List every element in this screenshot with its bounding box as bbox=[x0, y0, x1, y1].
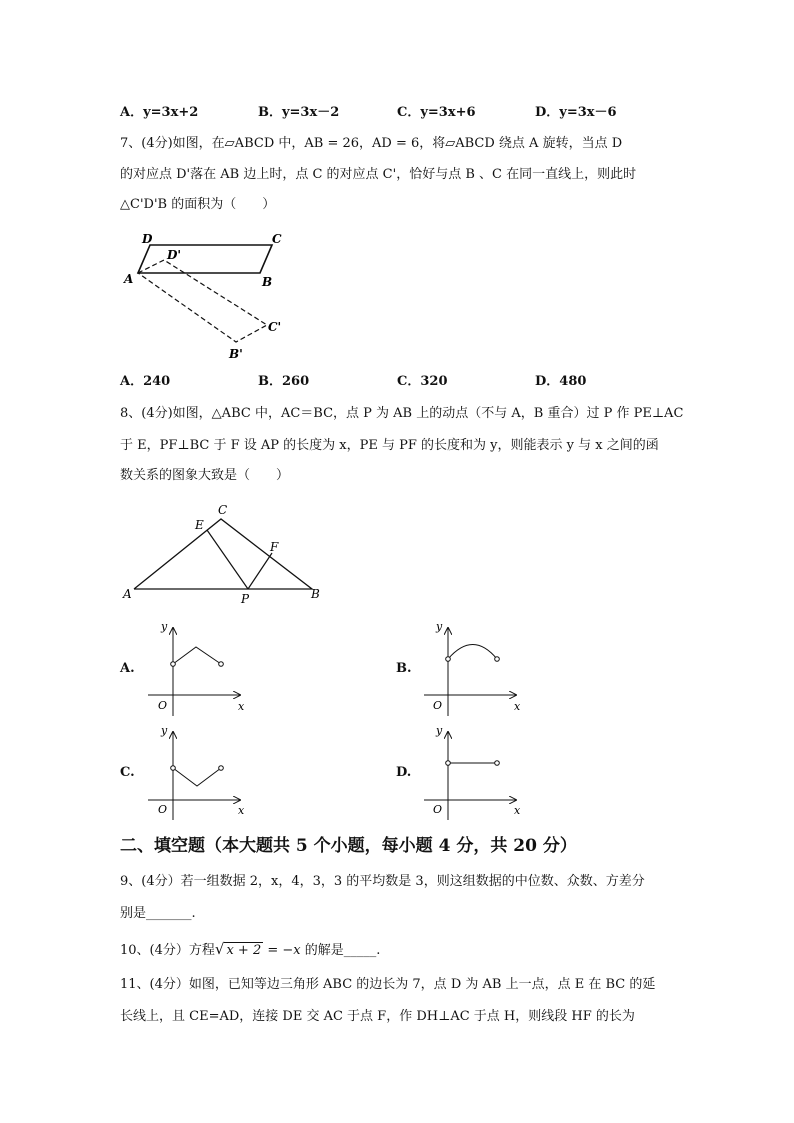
graph-b-origin: O bbox=[433, 699, 443, 712]
q6-option-c: C．y=3x+6 bbox=[397, 105, 476, 120]
q11-line-2: 长线上，且 CE=AD，连接 DE 交 AC 于点 F，作 DH⊥AC 于点 H，则线段 HF 的长为 bbox=[120, 1009, 635, 1024]
label-A: A bbox=[123, 587, 132, 601]
section-2-heading: 二、填空题（本大题共 5 个小题，每小题 4 分，共 20 分） bbox=[120, 836, 577, 856]
label-E: E bbox=[195, 518, 204, 532]
graph-c-x-label: x bbox=[238, 804, 245, 817]
graph-b-x-label: x bbox=[514, 700, 521, 713]
graph-a-y-label: y bbox=[161, 620, 168, 633]
q10-prefix: 10、(4分）方程 bbox=[120, 943, 215, 958]
graph-c-y-label: y bbox=[161, 724, 168, 737]
label-C: C bbox=[218, 503, 228, 517]
graph-a bbox=[148, 620, 245, 716]
q8-line-3: 数关系的图象大致是（ ） bbox=[120, 468, 290, 483]
label-B-prime: B' bbox=[229, 347, 243, 361]
graph-d-origin: O bbox=[433, 803, 443, 816]
q7-line-2: 的对应点 D'落在 AB 边上时，点 C 的对应点 C'，恰好与点 B 、C 在同一直线上，则此时 bbox=[120, 167, 637, 182]
q7-option-b: B．260 bbox=[258, 374, 310, 389]
graph-b bbox=[424, 620, 521, 716]
q6-option-a: A．y=3x+2 bbox=[120, 105, 199, 120]
graph-d bbox=[424, 724, 521, 820]
label-B: B bbox=[311, 587, 320, 601]
q6-option-b: B．y=3x－2 bbox=[258, 105, 340, 120]
label-D: D bbox=[142, 232, 153, 246]
q10-suffix: 的解是_____. bbox=[300, 943, 381, 958]
q7-option-d: D．480 bbox=[535, 374, 587, 389]
graph-d-y-label: y bbox=[436, 724, 443, 737]
graph-c-label: C. bbox=[120, 765, 135, 780]
graph-d-label: D. bbox=[396, 765, 412, 780]
label-C-prime: C' bbox=[268, 320, 282, 334]
q10-equation: = −x bbox=[263, 943, 301, 958]
label-C: C bbox=[272, 232, 282, 246]
label-A: A bbox=[124, 272, 134, 286]
q7-line-3: △C'D'B 的面积为（ ） bbox=[120, 197, 276, 212]
sqrt-symbol: √ bbox=[214, 940, 225, 958]
q7-line-1: 7、(4分)如图，在▱ABCD 中，AB = 26，AD = 6，将▱ABCD 绕点 A 旋转，当点 D bbox=[120, 136, 623, 151]
graph-b-y-label: y bbox=[436, 620, 443, 633]
q6-option-d: D．y=3x－6 bbox=[535, 105, 617, 120]
q10-line bbox=[120, 940, 380, 960]
label-D-prime: D' bbox=[167, 248, 182, 262]
graph-c bbox=[148, 724, 245, 820]
q7-option-a: A．240 bbox=[120, 374, 171, 389]
graph-a-label: A. bbox=[120, 661, 135, 676]
graph-c-origin: O bbox=[158, 803, 168, 816]
q11-line-1: 11、(4分）如图，已知等边三角形 ABC 的边长为 7，点 D 为 AB 上一点，点 E 在 BC 的延 bbox=[120, 977, 656, 992]
graph-b-label: B. bbox=[396, 661, 412, 676]
q9-line-1: 9、(4分）若一组数据 2，x，4，3，3 的平均数是 3，则这组数据的中位数、众数、方差分 bbox=[120, 874, 645, 889]
label-B: B bbox=[262, 275, 273, 289]
label-P: P bbox=[241, 592, 250, 606]
graph-a-origin: O bbox=[158, 699, 168, 712]
q10-radicand: x + 2 bbox=[226, 943, 262, 958]
graph-a-x-label: x bbox=[238, 700, 245, 713]
q7-option-c: C．320 bbox=[397, 374, 448, 389]
graph-d-x-label: x bbox=[514, 804, 521, 817]
q9-line-2: 别是_______. bbox=[120, 906, 196, 921]
q8-line-1: 8、(4分)如图，△ABC 中，AC＝BC，点 P 为 AB 上的动点（不与 A，B 重合）过 P 作 PE⊥AC bbox=[120, 406, 684, 421]
label-F: F bbox=[270, 540, 279, 554]
q8-line-2: 于 E，PF⊥BC 于 F 设 AP 的长度为 x，PE 与 PF 的长度和为 y，则能表示 y 与 x 之间的函 bbox=[120, 438, 659, 453]
